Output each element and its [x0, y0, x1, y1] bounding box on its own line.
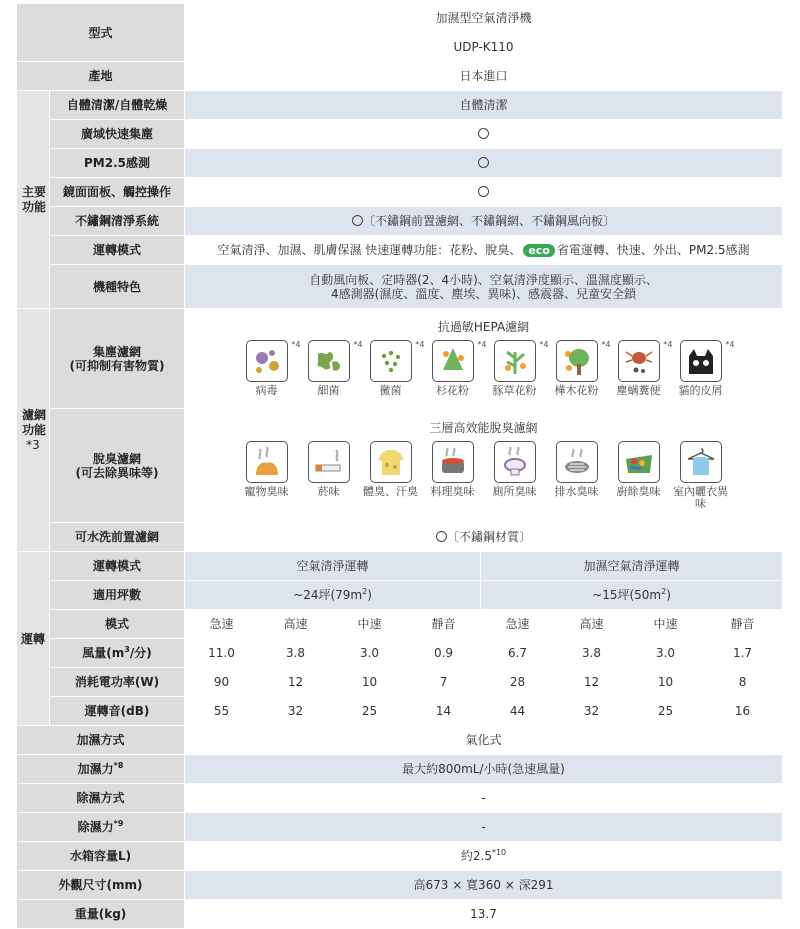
filter-icon-item: [487, 340, 549, 397]
noise-cell: 16: [703, 697, 783, 726]
airflow-cell: 0.9: [407, 639, 481, 668]
airflow-cell: 3.8: [259, 639, 333, 668]
power-label: 消耗電功率(W): [50, 668, 185, 697]
filter-icon-item: [239, 441, 295, 510]
deo-filter-label: 脫臭濾網 (可去除異味等): [50, 409, 185, 523]
footnote-mark: *4: [539, 340, 549, 349]
humid-capacity-label: 加濕力$^{*8}$: [17, 755, 185, 784]
circle-mark: [352, 215, 363, 226]
airflow-cell: 3.0: [333, 639, 407, 668]
filter-icon-label: 廚餘臭味: [616, 485, 661, 498]
noise-cell: 44: [481, 697, 555, 726]
feature-value: 自動風向板、定時器(2、4小時)、空氣清淨度顯示、溫濕度顯示、 4感測器(濕度、溫度、塵埃、異味)、感震器、兒童安全鎖: [185, 265, 783, 309]
weight-value: 13.7: [185, 900, 783, 929]
filter-icon-label: 杉花粉: [436, 384, 470, 397]
airflow-label: 風量($m^3/$分): [50, 639, 185, 668]
filter-icon-label: 寵物臭味: [244, 485, 289, 498]
filter-icon-label: 體臭、汗臭: [363, 485, 419, 498]
model-name: 加濕型空氣清淨機: [185, 4, 783, 33]
noise-cell: 25: [333, 697, 407, 726]
footnote-mark: *4: [725, 340, 735, 349]
op-mode-clean: 空氣清淨運轉: [185, 552, 481, 581]
noise-cell: 25: [629, 697, 703, 726]
laundry-odor-icon: [680, 441, 722, 483]
self-clean-label: 自體清潔/自體乾燥: [50, 91, 185, 120]
feature-label: 機種特色: [50, 265, 185, 309]
noise-cell: 55: [185, 697, 259, 726]
drain-odor-icon: [556, 441, 598, 483]
circle-mark: [436, 531, 447, 542]
filter-icon-item: [363, 340, 425, 397]
body-odor-icon: [370, 441, 412, 483]
op-mode-humid: 加濕空氣清淨運轉: [481, 552, 783, 581]
dust-filter-value: [185, 309, 783, 409]
speed-cell: 高速: [555, 610, 629, 639]
filter-icon-item: [487, 441, 543, 510]
dehum-capacity-label: 除濕力$^{*9}$: [17, 813, 185, 842]
steel-label: 不鏽鋼清淨系統: [50, 207, 185, 236]
mode-value: 空氣清淨、加濕、肌膚保濕 快速運轉功能：花粉、脫臭、 eco 省電運轉、快速、外出、PM2.5感測: [185, 236, 783, 265]
cedar-pollen-icon: [432, 340, 487, 382]
speed-label: 模式: [50, 610, 185, 639]
power-cell: 28: [481, 668, 555, 697]
mode-label: 運轉模式: [50, 236, 185, 265]
footnote-mark: *4: [601, 340, 611, 349]
power-cell: 12: [555, 668, 629, 697]
filter-icon-item: [425, 441, 481, 510]
tank-label: 水箱容量L): [17, 842, 185, 871]
area-label: 適用坪數: [50, 581, 185, 610]
pm25-label: PM2.5感測: [50, 149, 185, 178]
airflow-cell: 1.7: [703, 639, 783, 668]
speed-cell: 靜音: [703, 610, 783, 639]
mirror-value: [185, 178, 783, 207]
filter-icon-item: [301, 340, 363, 397]
noise-cell: 14: [407, 697, 481, 726]
humid-method-value: 氣化式: [185, 726, 783, 755]
mite-icon: [618, 340, 673, 382]
filter-icon-item: [611, 340, 673, 397]
pet-odor-icon: [246, 441, 288, 483]
speed-cell: 高速: [259, 610, 333, 639]
origin-value: 日本進口: [185, 62, 783, 91]
dehum-capacity-value: -: [185, 813, 783, 842]
size-label: 外觀尺寸(mm): [17, 871, 185, 900]
ragweed-pollen-icon: [494, 340, 549, 382]
mold-icon: [370, 340, 425, 382]
filter-icon-label: 塵螨糞便: [616, 384, 661, 397]
eco-badge: eco: [523, 244, 555, 257]
origin-label: 產地: [17, 62, 185, 91]
mirror-label: 鏡面面板、觸控操作: [50, 178, 185, 207]
filter-icon-item: [611, 441, 667, 510]
filter-icon-label: 細菌: [317, 384, 340, 397]
garbage-odor-icon: [618, 441, 660, 483]
filter-icon-item: [301, 441, 357, 510]
self-clean-value: 自體清潔: [185, 91, 783, 120]
airflow-cell: 3.8: [555, 639, 629, 668]
filter-function-group: 濾網功能 *3: [17, 309, 50, 552]
footnote-mark: *4: [353, 340, 363, 349]
circle-mark: [478, 157, 489, 168]
filter-icon-item: [673, 340, 735, 397]
filter-icon-label: 黴菌: [379, 384, 402, 397]
footnote-mark: *4: [291, 340, 301, 349]
cigarette-icon: [308, 441, 350, 483]
noise-cell: 32: [555, 697, 629, 726]
wide-dust-label: 廣域快速集塵: [50, 120, 185, 149]
filter-icon-label: 豚草花粉: [492, 384, 537, 397]
power-cell: 90: [185, 668, 259, 697]
power-cell: 8: [703, 668, 783, 697]
filter-icon-label: 菸味: [317, 485, 340, 498]
wide-dust-value: [185, 120, 783, 149]
filter-icon-item: [549, 340, 611, 397]
deo-filter-value: [185, 409, 783, 523]
dehum-method-label: 除濕方式: [17, 784, 185, 813]
toilet-odor-icon: [494, 441, 536, 483]
spec-table: [16, 3, 783, 929]
airflow-cell: 11.0: [185, 639, 259, 668]
wash-filter-label: 可水洗前置濾網: [50, 523, 185, 552]
cat-dander-icon: [680, 340, 735, 382]
power-cell: 12: [259, 668, 333, 697]
humid-method-label: 加濕方式: [17, 726, 185, 755]
humid-capacity-value: 最大約800mL/小時(急速風量): [185, 755, 783, 784]
noise-cell: 32: [259, 697, 333, 726]
footnote-mark: *4: [415, 340, 425, 349]
cooking-odor-icon: [432, 441, 474, 483]
speed-cell: 靜音: [407, 610, 481, 639]
virus-icon: [246, 340, 301, 382]
filter-icon-label: 廁所臭味: [492, 485, 537, 498]
pm25-value: [185, 149, 783, 178]
filter-icon-item: [549, 441, 605, 510]
filter-icon-label: 病毒: [255, 384, 278, 397]
steel-value: 〔不鏽鋼前置濾網、不鏽鋼網、不鏽鋼風向板〕: [185, 207, 783, 236]
weight-label: 重量(kg): [17, 900, 185, 929]
size-value: 高673 × 寬360 × 深291: [185, 871, 783, 900]
operation-group: 運轉: [17, 552, 50, 726]
bacteria-icon: [308, 340, 363, 382]
footnote-mark: *4: [663, 340, 673, 349]
speed-cell: 急速: [185, 610, 259, 639]
deo-filter-title: 三層高效能脫臭濾網: [429, 421, 538, 435]
dust-icon-list: [189, 340, 778, 397]
dehum-method-value: -: [185, 784, 783, 813]
deo-icon-list: [189, 441, 778, 510]
birch-pollen-icon: [556, 340, 611, 382]
filter-icon-label: 貓的皮屑: [678, 384, 723, 397]
noise-label: 運轉音(dB): [50, 697, 185, 726]
power-cell: 10: [333, 668, 407, 697]
power-cell: 10: [629, 668, 703, 697]
speed-cell: 中速: [333, 610, 407, 639]
wash-filter-value: 〔不鏽鋼材質〕: [185, 523, 783, 552]
airflow-cell: 3.0: [629, 639, 703, 668]
model-code: UDP-K110: [185, 33, 783, 62]
tank-value: 約2.5$^{*10}$: [185, 842, 783, 871]
speed-cell: 急速: [481, 610, 555, 639]
filter-icon-item: [363, 441, 419, 510]
filter-icon-label: 樺木花粉: [554, 384, 599, 397]
circle-mark: [478, 128, 489, 139]
area-humid: ~15坪$(50m^2)$: [481, 581, 783, 610]
filter-icon-label: 室內曬衣異味: [673, 485, 729, 510]
area-clean: ~24坪$(79m^2)$: [185, 581, 481, 610]
airflow-cell: 6.7: [481, 639, 555, 668]
footnote-mark: *4: [477, 340, 487, 349]
filter-icon-item: [673, 441, 729, 510]
dust-filter-label: 集塵濾網 (可抑制有害物質): [50, 309, 185, 409]
op-mode-label: 運轉模式: [50, 552, 185, 581]
dust-filter-title: 抗過敏HEPA濾網: [437, 320, 530, 334]
power-cell: 7: [407, 668, 481, 697]
filter-icon-label: 料理臭味: [430, 485, 475, 498]
circle-mark: [478, 186, 489, 197]
model-label: 型式: [17, 4, 185, 62]
main-function-group: 主要功能: [17, 91, 50, 309]
filter-icon-label: 排水臭味: [554, 485, 599, 498]
filter-icon-item: [239, 340, 301, 397]
speed-cell: 中速: [629, 610, 703, 639]
filter-icon-item: [425, 340, 487, 397]
